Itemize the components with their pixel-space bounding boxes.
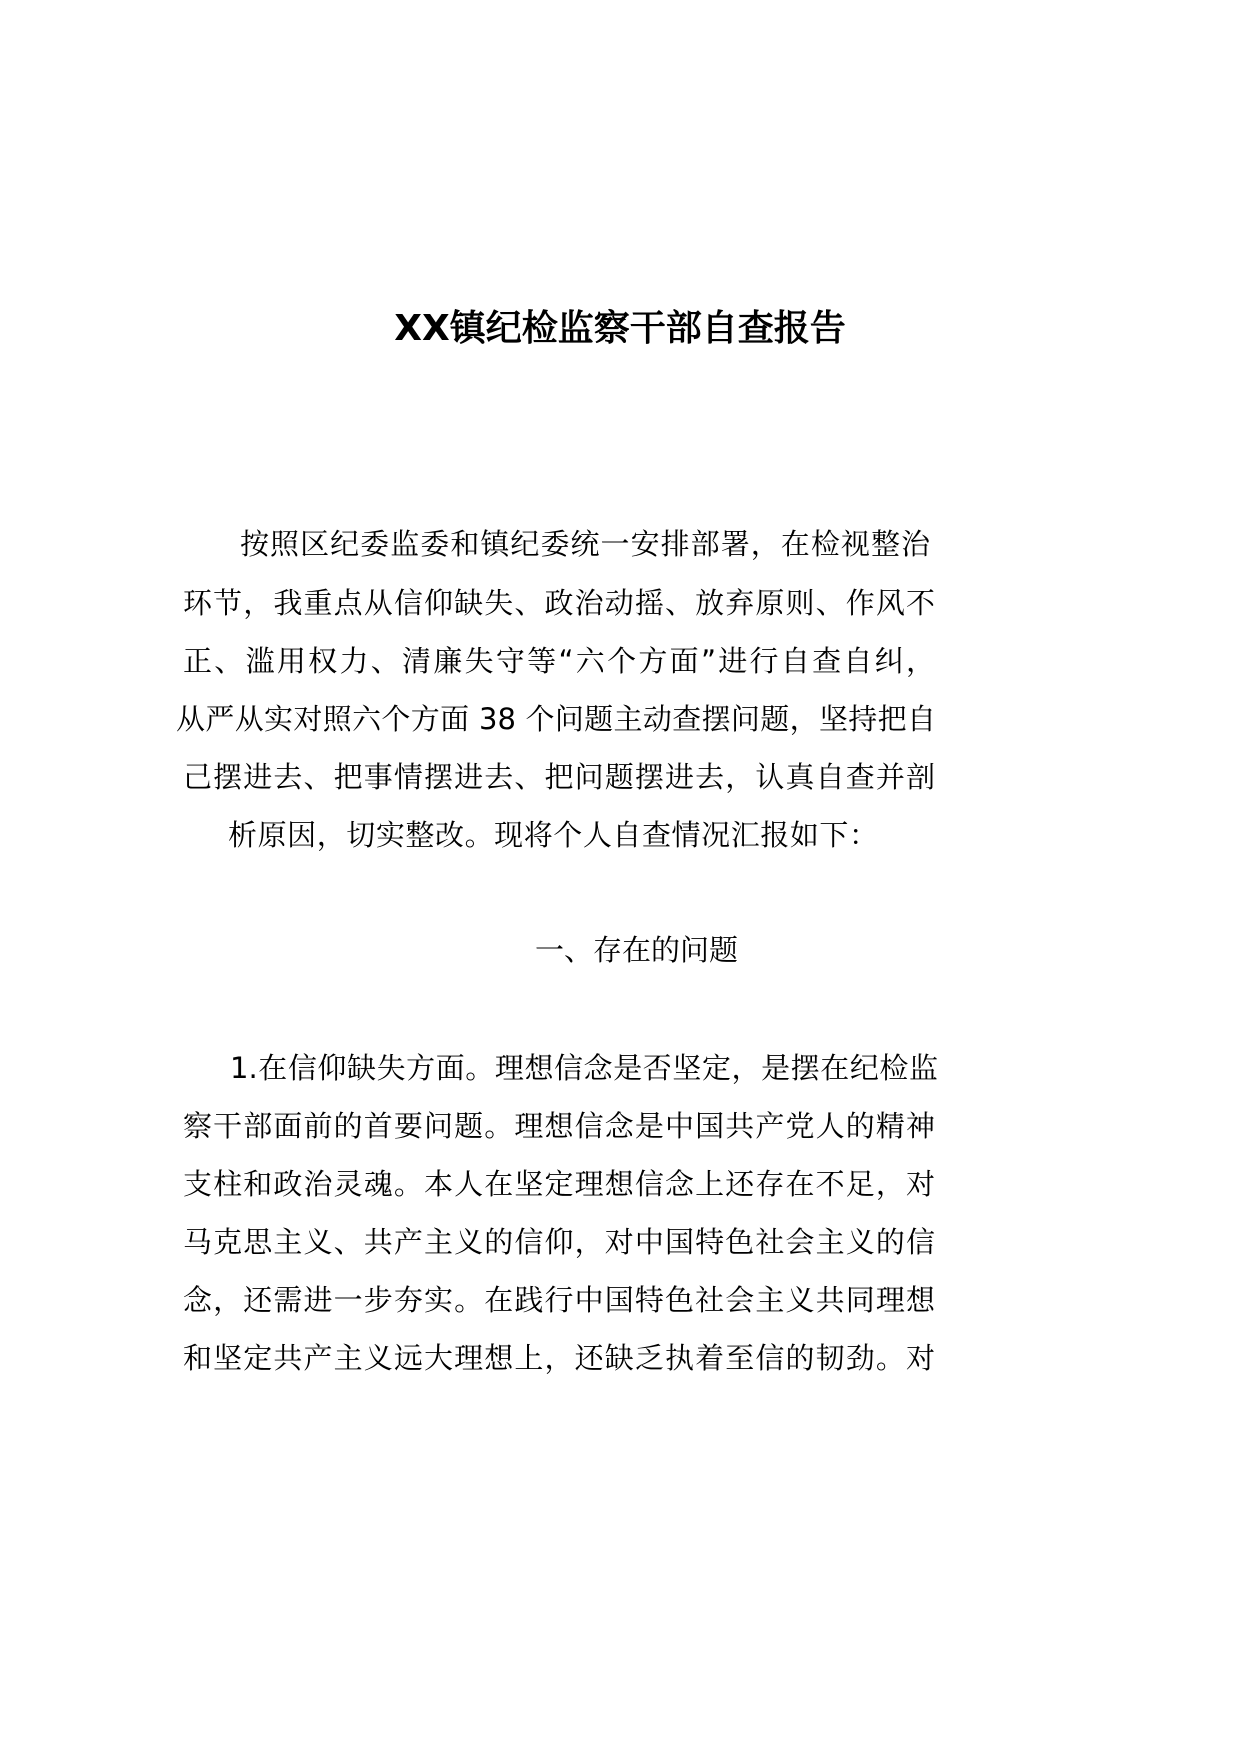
section-line: 察干部面前的首要问题。理想信念是中国共产党人的精神	[183, 1109, 935, 1143]
document-title: XX镇纪检监察干部自查报告	[394, 308, 846, 349]
intro-line: 环节，我重点从信仰缺失、政治动摇、放弃原则、作风不	[183, 586, 935, 620]
intro-line: 己摆进去、把事情摆进去、把问题摆进去，认真自查并剖	[183, 760, 935, 794]
intro-line: 从严从实对照六个方面 38 个问题主动查摆问题，坚持把自	[176, 702, 936, 736]
section-line: 马克思主义、共产主义的信仰，对中国特色社会主义的信	[183, 1225, 935, 1259]
section-heading: 一、存在的问题	[535, 933, 739, 967]
section-line: 支柱和政治灵魂。本人在坚定理想信念上还存在不足，对	[183, 1167, 935, 1201]
intro-line: 按照区纪委监委和镇纪委统一安排部署，在检视整治	[240, 527, 930, 561]
section-line: 和坚定共产主义远大理想上，还缺乏执着至信的韧劲。对	[183, 1341, 935, 1375]
intro-line: 正、滥用权力、清廉失守等“六个方面”进行自查自纠，	[183, 644, 935, 678]
section-line: 1.在信仰缺失方面。理想信念是否坚定，是摆在纪检监	[230, 1051, 938, 1085]
intro-line: 析原因，切实整改。现将个人自查情况汇报如下：	[228, 818, 878, 852]
section-line: 念，还需进一步夯实。在践行中国特色社会主义共同理想	[183, 1283, 935, 1317]
